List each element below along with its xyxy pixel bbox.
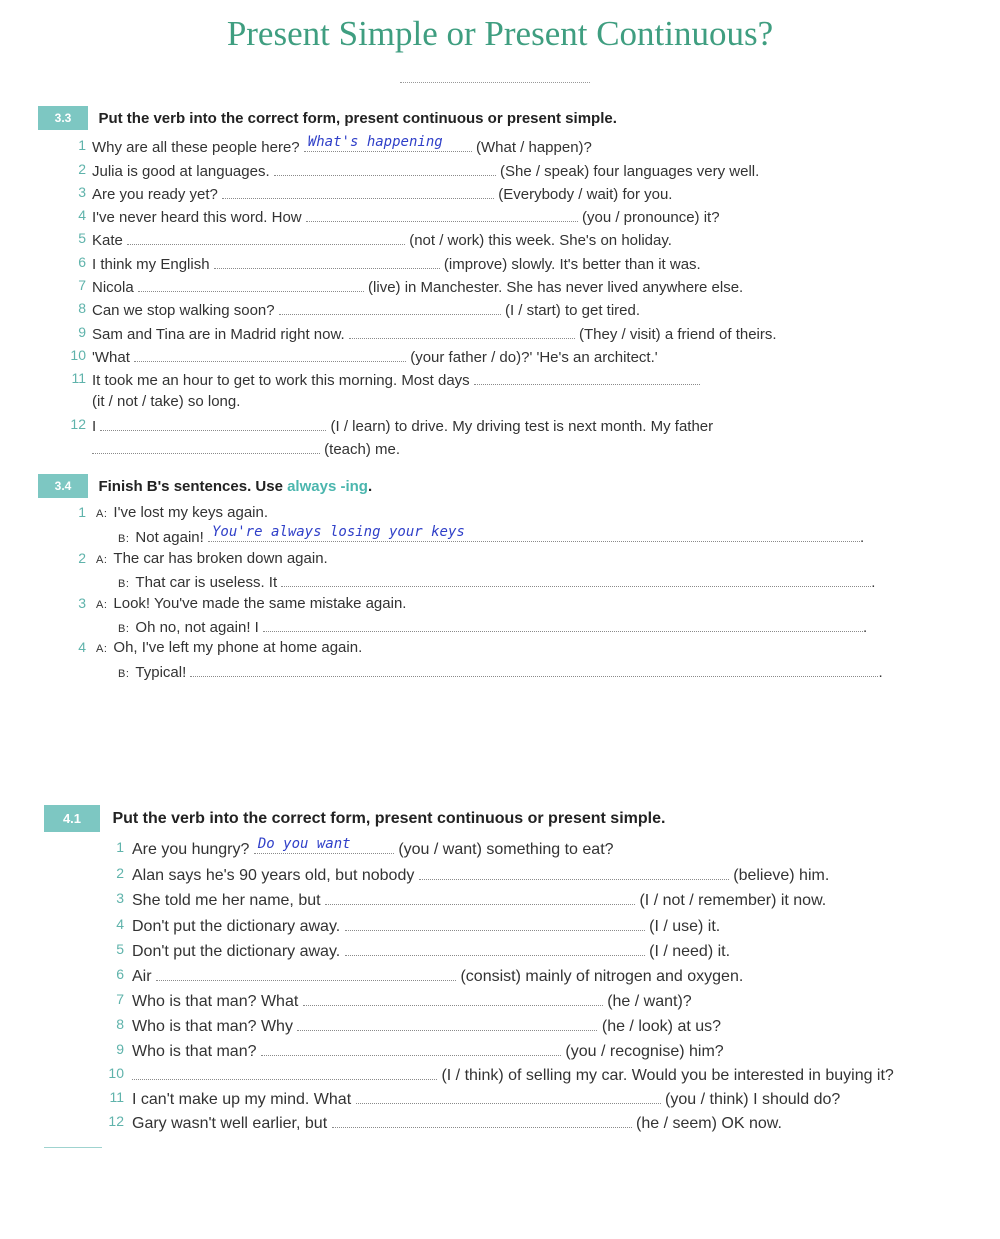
answer-blank[interactable] — [303, 991, 603, 1006]
exercise-item: 8 Can we stop walking soon? (I / start) to get tired. — [78, 300, 640, 319]
exercise-header — [38, 474, 372, 498]
exercise-item: 12 I (I / learn) to drive. My driving test is next month. My father — [70, 416, 714, 435]
answer-blank[interactable] — [190, 662, 878, 677]
exercise-header — [44, 805, 665, 832]
exercise-item: 2 Alan says he's 90 years old, but nobody (believe) him. — [116, 865, 830, 884]
dialogue-b-line: B: That car is useless. It . — [118, 574, 876, 591]
answer-blank[interactable] — [474, 370, 700, 385]
answer-blank[interactable] — [345, 941, 645, 956]
exercise-badge: 4.1 — [44, 805, 100, 832]
exercise-item: 7 Nicola (live) in Manchester. She has never lived anywhere else. — [78, 277, 744, 296]
dialogue-b-line: B: Oh no, not again! I . — [118, 619, 868, 636]
exercise-item-continued: (teach) me. — [92, 439, 400, 458]
answer-blank[interactable] — [92, 439, 320, 454]
answer-blank[interactable] — [274, 161, 496, 176]
answer-blank[interactable] — [208, 524, 860, 542]
answer-blank[interactable] — [332, 1113, 632, 1128]
page-title: Present Simple or Present Continuous? — [226, 14, 774, 53]
exercise-item: 3 Are you ready yet? (Everybody / wait) for you. — [78, 184, 673, 203]
answer-blank[interactable] — [356, 1089, 661, 1104]
dialogue-b-line: B: Typical! . — [118, 664, 883, 681]
answer-blank[interactable] — [306, 207, 578, 222]
answer-blank[interactable] — [349, 324, 575, 339]
exercise-item: 3 She told me her name, but (I / not / remember) it now. — [116, 890, 827, 909]
highlight-text: always -ing — [287, 477, 368, 495]
exercise-item: 9 Who is that man? (you / recognise) him? — [116, 1041, 724, 1060]
answer-blank[interactable] — [254, 836, 394, 854]
exercise-instruction: Put the verb into the correct form, present continuous or present simple. — [98, 109, 617, 127]
exercise-item: 1 Are you hungry? Do you want (you / want) something to eat? — [116, 836, 614, 858]
exercise-badge: 3.4 — [38, 474, 88, 498]
exercise-item: 9 Sam and Tina are in Madrid right now. (They / visit) a friend of theirs. — [78, 324, 777, 343]
handwritten-answer: You're always losing your keys — [211, 524, 465, 540]
exercise-badge: 3.3 — [38, 106, 88, 130]
answer-blank[interactable] — [127, 230, 405, 245]
exercise-item: 2 Julia is good at languages. (She / speak) four languages very well. — [78, 161, 760, 180]
exercise-item: 4 Don't put the dictionary away. (I / use) it. — [116, 916, 721, 935]
answer-blank[interactable] — [214, 254, 440, 269]
exercise-item: 4 I've never heard this word. How (you / pronounce) it? — [78, 207, 720, 226]
divider — [400, 82, 590, 83]
answer-blank[interactable] — [297, 1016, 597, 1031]
exercise-item: 11 I can't make up my mind. What (you / think) I should do? — [109, 1089, 841, 1108]
exercise-item: 11 It took me an hour to get to work this morning. Most days — [92, 370, 700, 389]
exercise-header — [38, 106, 617, 130]
exercise-item: 10 (I / think) of selling my car. Would you be interested in buying it? — [108, 1065, 894, 1084]
exercise-instruction: Put the verb into the correct form, present continuous or present simple. — [112, 809, 666, 827]
answer-blank[interactable] — [279, 300, 501, 315]
handwritten-answer: Do you want — [257, 836, 351, 852]
answer-blank[interactable] — [222, 184, 494, 199]
answer-blank[interactable] — [345, 916, 645, 931]
answer-blank[interactable] — [304, 134, 472, 152]
exercise-item: 6 Air (consist) mainly of nitrogen and oxygen. — [116, 966, 744, 985]
exercise-item: 7 Who is that man? What (he / want)? — [116, 991, 692, 1010]
exercise-item: 12 Gary wasn't well earlier, but (he / seem) OK now. — [108, 1113, 782, 1132]
dialogue-b-line: B: Not again! You're always losing your keys . — [118, 524, 865, 546]
divider — [44, 1147, 102, 1148]
dialogue-a-line: 1 A: I've lost my keys again. — [78, 504, 268, 521]
answer-blank[interactable] — [156, 966, 456, 981]
answer-blank[interactable] — [281, 572, 871, 587]
exercise-item-continued: (it / not / take) so long. — [92, 393, 241, 410]
answer-blank[interactable] — [419, 865, 729, 880]
answer-blank[interactable] — [138, 277, 364, 292]
answer-blank[interactable] — [263, 617, 863, 632]
exercise-item: 5 Kate (not / work) this week. She's on holiday. — [78, 230, 672, 249]
answer-blank[interactable] — [325, 890, 635, 905]
answer-blank[interactable] — [100, 416, 326, 431]
exercise-instruction: Finish B's sentences. Use always -ing. — [98, 477, 373, 495]
answer-blank[interactable] — [132, 1065, 437, 1080]
exercise-item: 5 Don't put the dictionary away. (I / need) it. — [116, 941, 731, 960]
dialogue-a-line: 3 A: Look! You've made the same mistake again. — [78, 595, 407, 612]
exercise-item: 10 'What (your father / do)?' 'He's an architect.' — [70, 347, 658, 366]
exercise-item: 6 I think my English (improve) slowly. It's better than it was. — [78, 254, 701, 273]
dialogue-a-line: 4 A: Oh, I've left my phone at home again. — [78, 639, 363, 656]
dialogue-a-line: 2 A: The car has broken down again. — [78, 550, 328, 567]
exercise-item: 8 Who is that man? Why (he / look) at us? — [116, 1016, 722, 1035]
exercise-item: 1 Why are all these people here? What's happening (What / happen)? — [78, 134, 592, 156]
handwritten-answer: What's happening — [307, 134, 443, 150]
answer-blank[interactable] — [134, 347, 406, 362]
answer-blank[interactable] — [261, 1041, 561, 1056]
